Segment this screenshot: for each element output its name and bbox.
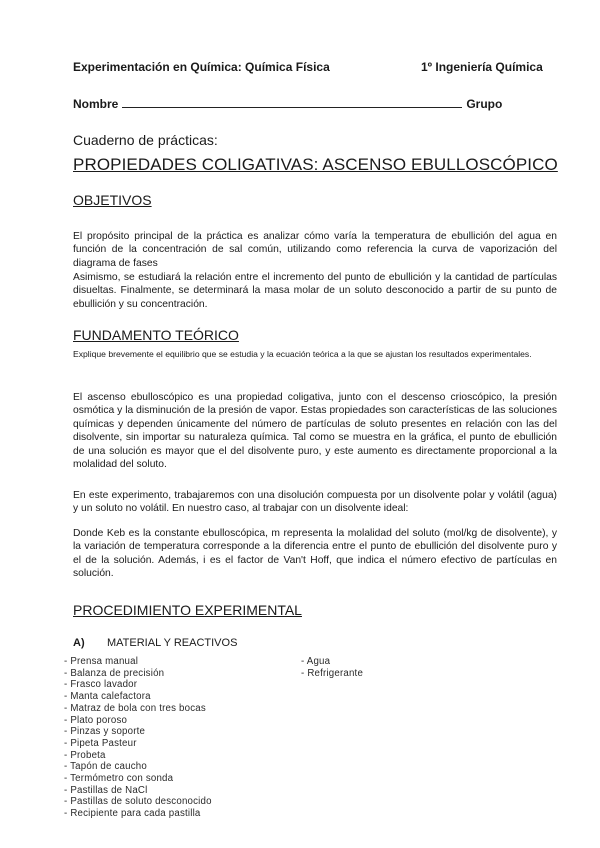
procedimiento-heading: PROCEDIMIENTO EXPERIMENTAL (73, 602, 302, 618)
fundamento-paragraph-2: En este experimento, trabajaremos con una disolución compuesta por un disolvente polar y volátil (agua) y un soluto no volátil. En nuestro caso, al trabajar con un disolvente ideal: (73, 490, 557, 515)
material-item: - Pastillas de NaCl (64, 784, 148, 796)
degree-header: 1º Ingeniería Química (421, 60, 543, 74)
material-item: - Pinzas y soporte (64, 726, 146, 738)
material-item: - Tapón de caucho (64, 761, 147, 773)
objetivos-heading: OBJETIVOS (73, 192, 152, 208)
material-subsection-title (73, 637, 237, 649)
fundamento-heading: FUNDAMENTO TEÓRICO (73, 327, 239, 343)
materials-list-left (64, 656, 212, 820)
course-header: Experimentación en Química: Química Física (73, 60, 330, 74)
objetivos-paragraph-2: Asimismo, se estudiará la relación entre el incremento del punto de ebullición y la cantidad de partículas disueltas. Finalmente, se determinará la masa molar de un soluto desconocido a partir de su punto de ebullición y su concentración. (73, 272, 557, 310)
material-item: - Manta calefactora (64, 691, 151, 703)
material-item: - Agua (301, 656, 331, 667)
subsection-letter: A) (73, 637, 85, 649)
objetivos-paragraph-1: El propósito principal de la práctica es analizar cómo varía la temperatura de ebullición del agua en función de la concentración de sal común, utilizando como referencia la curva de vaporización del diagrama de fases (73, 231, 557, 269)
material-item: - Pastillas de soluto desconocido (64, 796, 212, 808)
material-item: - Probeta (64, 749, 106, 761)
name-label: Nombre (73, 97, 119, 111)
notebook-subtitle: Cuaderno de prácticas: (73, 132, 218, 148)
materials-list-right (301, 656, 363, 679)
material-item: - Termómetro con sonda (64, 773, 174, 785)
subsection-label: MATERIAL Y REACTIVOS (107, 637, 238, 649)
material-item: - Balanza de precisión (64, 667, 165, 679)
fundamento-paragraph-1: El ascenso ebulloscópico es una propiedad coligativa, junto con el descenso crioscópico, la presión osmótica y la disminución de la presión de vapor. Estas propiedades son características de las soluciones químicas y dependen únicamente del número de partículas de soluto presentes en relación con las del disolvente, sin importar su naturaleza química. Tal como se muestra en la gráfica, el punto de ebullición de una solución es mayor que el del disolvente puro, y este aumento es directamente proporcional a la molalidad del soluto. (73, 392, 557, 471)
page-title: PROPIEDADES COLIGATIVAS: ASCENSO EBULLOSCÓPICO (73, 155, 558, 174)
material-item: - Recipiente para cada pastilla (64, 808, 201, 820)
material-item: - Plato poroso (64, 714, 128, 726)
fundamento-instruction: Explique brevemente el equilibrio que se estudia y la ecuación teórica a la que se ajustan los resultados experimentales. (73, 349, 532, 359)
name-blank-line (122, 97, 462, 108)
material-item: - Pipeta Pasteur (64, 737, 137, 749)
material-item: - Frasco lavador (64, 679, 138, 691)
name-group-row (73, 97, 502, 111)
fundamento-paragraph-3: Donde Keb es la constante ebulloscópica, m representa la molalidad del soluto (mol/kg de disolvente), y la variación de temperatura corresponde a la diferencia entre el punto de ebullición del disolvente puro y el de la solución. Además, i es el factor de Van't Hoff, que indica el número efectivo de partículas en solución. (73, 528, 557, 580)
material-item: - Prensa manual (64, 656, 139, 667)
material-item: - Matraz de bola con tres bocas (64, 702, 206, 714)
material-item: - Refrigerante (301, 667, 364, 679)
group-label: Grupo (466, 97, 503, 111)
